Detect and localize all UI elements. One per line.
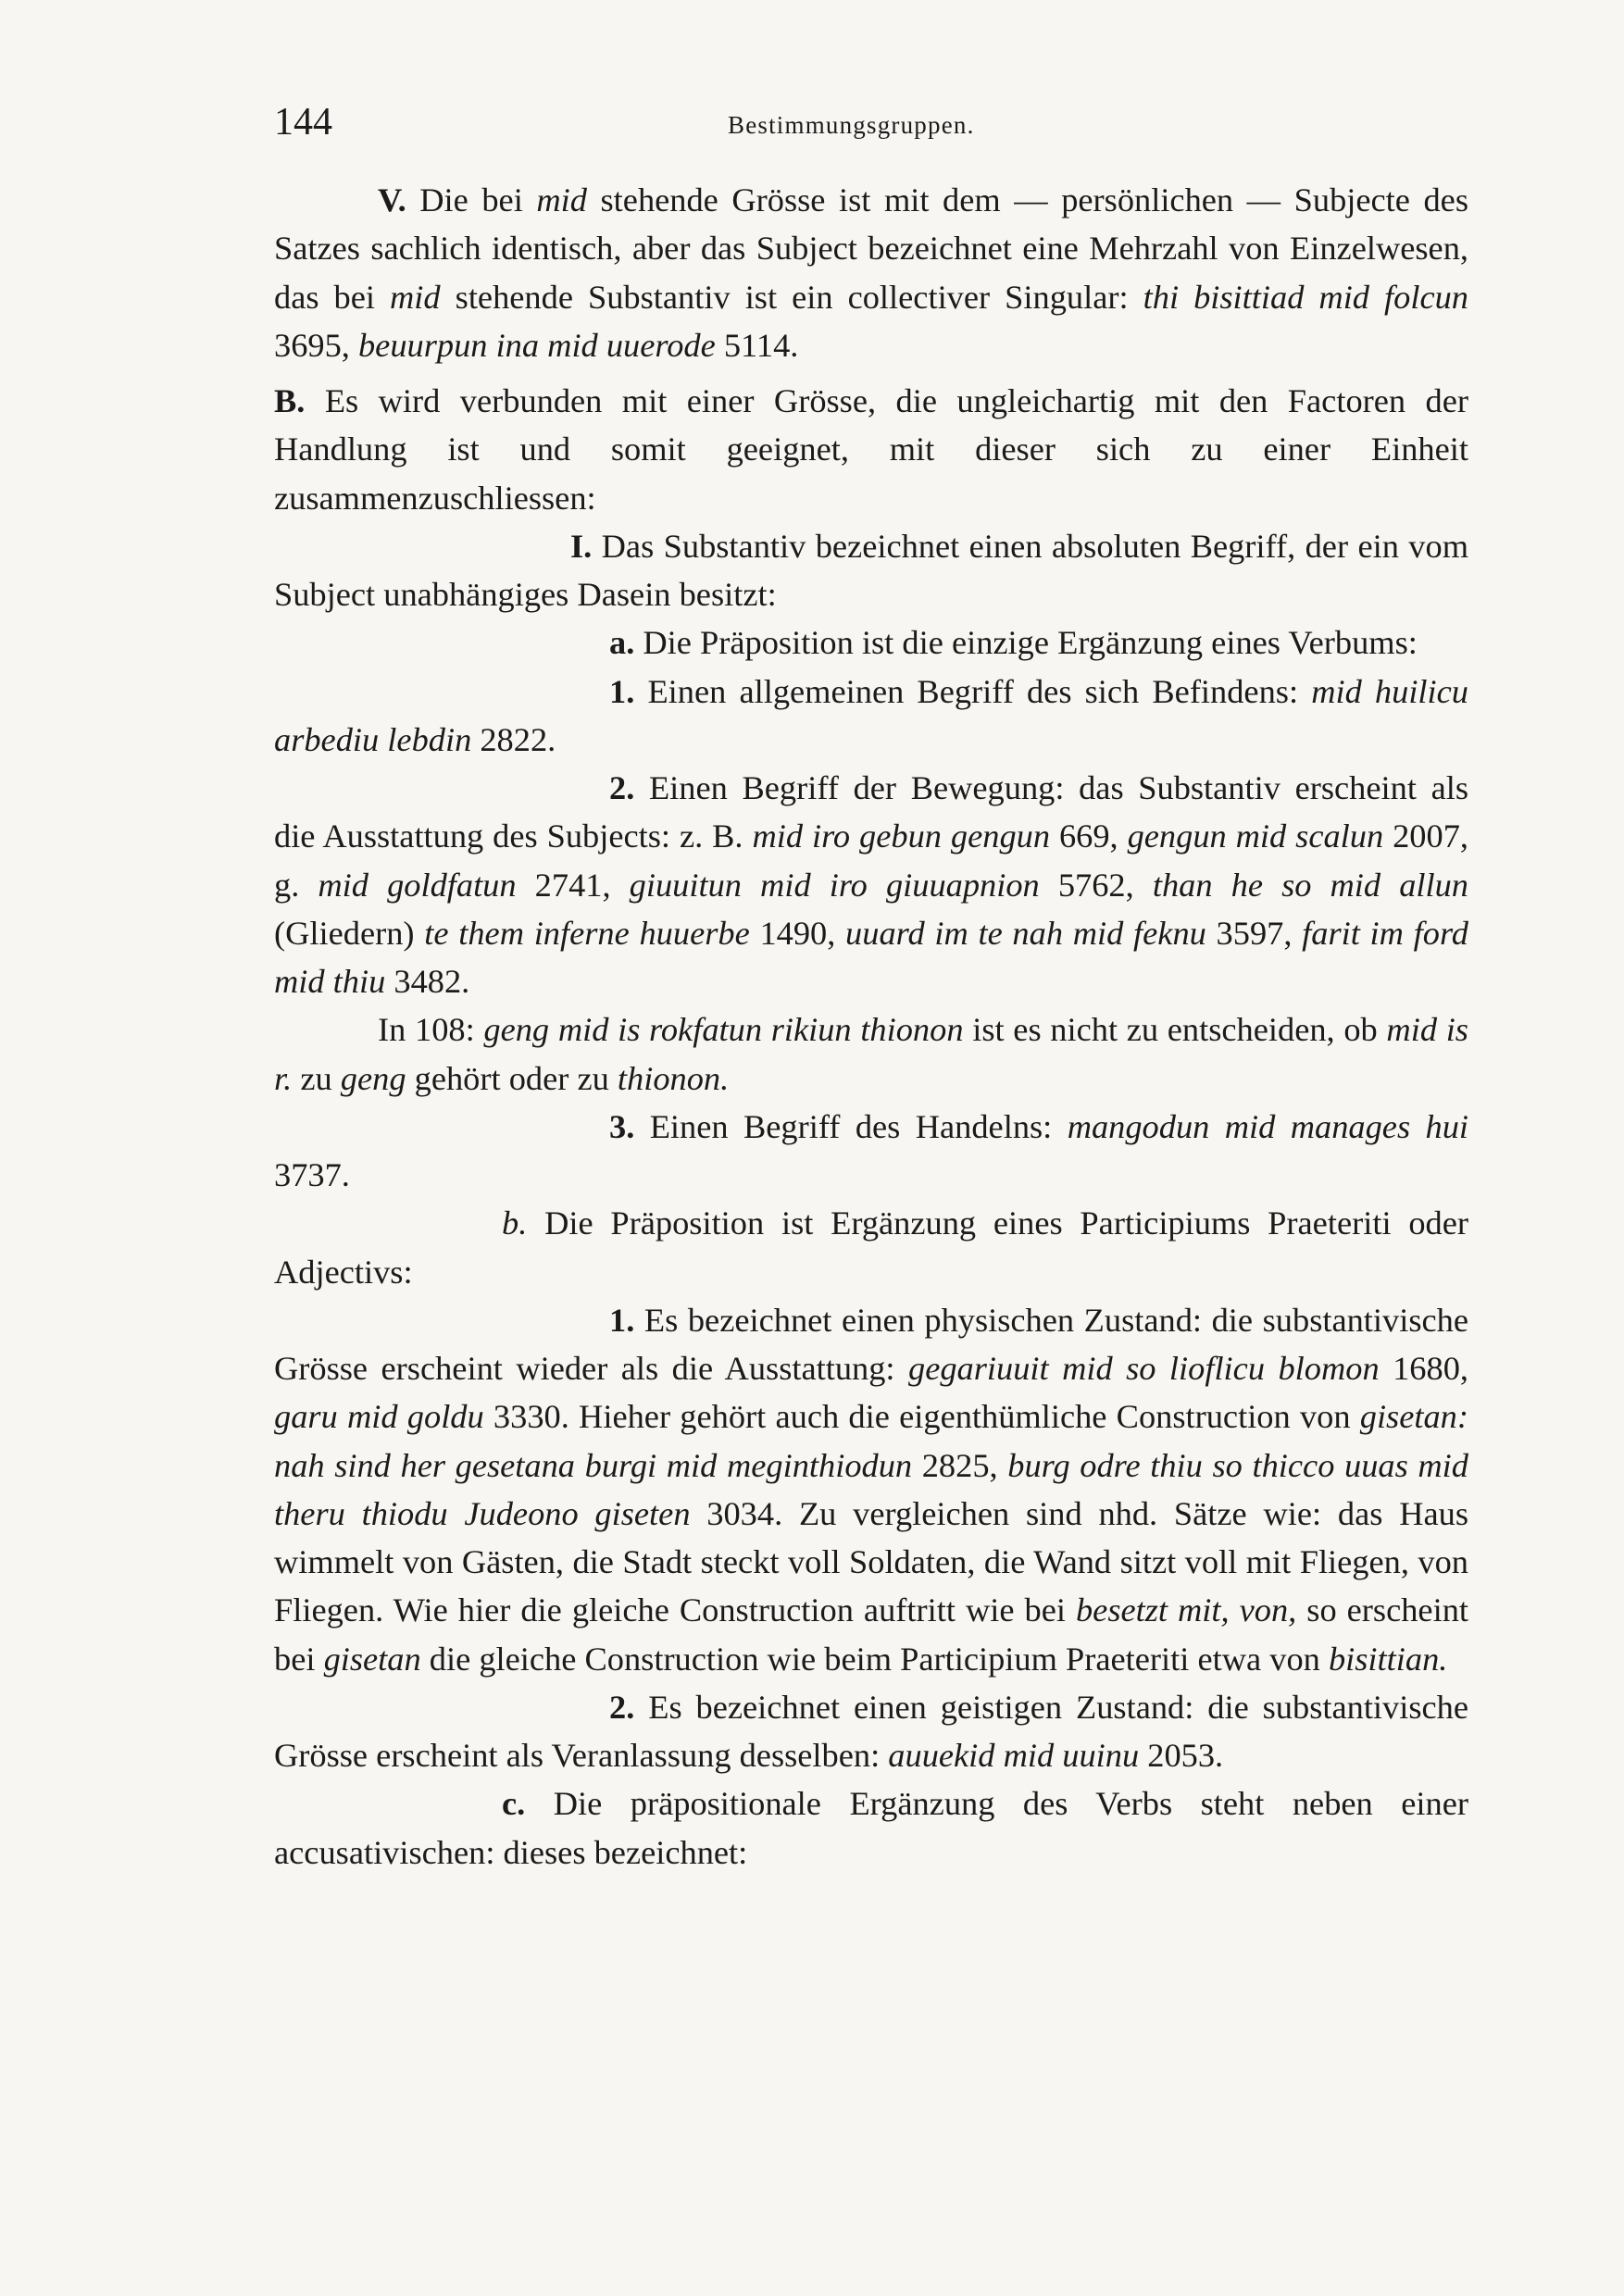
italic-citation: thi bisittiad mid folcun <box>1143 278 1468 316</box>
italic-citation: mid iro gebun gengun <box>752 817 1051 855</box>
text-run: 5762, <box>1039 866 1153 904</box>
italic-citation: burg odre thiu so thicco uuas mid theru thiodu Judeono giseten <box>274 1446 1468 1532</box>
italic-citation: gengun mid scalun <box>1127 817 1384 855</box>
paragraph-in108 <box>274 1005 1468 1103</box>
page-header <box>274 100 1468 156</box>
italic-citation: giuuitun mid iro giuuapnion <box>629 866 1040 904</box>
paragraph-b1 <box>274 1296 1468 1683</box>
text-run: 3330. Hieher gehört auch die eigenthümliche Construction von <box>483 1398 1360 1436</box>
text-run: Es wird verbunden mit einer Grösse, die ungleichartig mit den Factoren der Handlung ist und somit geeignet, mit dieser sich zu einer Einheit zusammenzuschliessen: <box>274 382 1469 517</box>
italic-citation: besetzt mit, von, <box>1075 1591 1297 1629</box>
italic-citation: mangodun mid manages hui <box>1067 1107 1469 1145</box>
page-body <box>274 176 1468 1877</box>
italic-citation: mid goldfatun <box>318 866 517 904</box>
italic-citation: beuurpun ina mid uuerode <box>357 326 716 364</box>
section-marker: 2. <box>609 769 649 806</box>
text-run: Die Präposition ist die einzige Ergänzung eines Verbums: <box>643 624 1418 662</box>
text-run: In 108: <box>378 1011 484 1049</box>
text-run: 3597, <box>1206 914 1303 952</box>
text-run: Die Präposition ist Ergänzung eines Participiums Praeteriti oder Adjectivs: <box>274 1204 1468 1291</box>
text-run: zu <box>292 1059 341 1097</box>
running-title: Bestimmungsgruppen. <box>728 111 975 139</box>
text-run: stehende Substantiv ist ein collectiver Singular: <box>440 278 1143 316</box>
paragraph-b2 <box>274 1683 1468 1780</box>
text-run: so erscheint bei <box>274 1591 1469 1678</box>
italic-citation: mid huilicu arbediu lebdin <box>274 672 1468 758</box>
paragraph-B <box>274 377 1468 522</box>
text-run: 2007, g. <box>274 817 1468 904</box>
italic-citation: mid <box>536 181 587 218</box>
paragraph-I <box>274 522 1468 619</box>
text-run: 669, <box>1050 817 1128 855</box>
text-run: Einen Begriff des Handelns: <box>649 1107 1068 1145</box>
text-run: Das Substantiv bezeichnet einen absoluten Begriff, der ein vom Subject unabhängiges Dasein besitzt: <box>274 527 1468 613</box>
text-run: 3482. <box>385 963 470 1000</box>
text-run: 2053. <box>1139 1737 1224 1774</box>
paragraph-v <box>274 176 1468 369</box>
text-run: ist es nicht zu entscheiden, ob <box>963 1011 1387 1049</box>
section-marker: B. <box>274 382 325 419</box>
section-marker: 3. <box>609 1107 650 1145</box>
text-run: 1680, <box>1379 1350 1468 1387</box>
text-run: 3695, <box>274 326 358 364</box>
section-marker: c. <box>502 1785 554 1823</box>
section-marker: 2. <box>609 1688 649 1726</box>
text-run: 5114. <box>715 326 799 364</box>
text-run: Es bezeichnet einen physischen Zustand: die substantivische Grösse erscheint wieder als die Ausstattung: <box>274 1301 1468 1387</box>
text-run: Einen Begriff der Bewegung: das Substantiv erscheint als die Ausstattung des Subjects: z. B. <box>274 769 1469 855</box>
paragraph-a3 <box>274 1103 1468 1200</box>
text-run: Die präpositionale Ergänzung des Verbs steht neben einer accusativischen: dieses bezeichnet: <box>274 1785 1468 1871</box>
text-run: (Gliedern) <box>274 914 425 952</box>
italic-citation: bisittian. <box>1328 1640 1448 1678</box>
italic-citation: garu mid goldu <box>274 1398 484 1436</box>
text-run: 2822. <box>471 720 556 758</box>
section-marker: I. <box>570 527 602 565</box>
paragraph-a2 <box>274 764 1468 1005</box>
italic-citation: thionon. <box>617 1059 730 1097</box>
section-marker: V. <box>378 181 420 218</box>
italic-citation: farit im ford mid thiu <box>274 914 1468 1000</box>
italic-citation: te them inferne huuerbe <box>424 914 750 952</box>
italic-citation: gisetan <box>323 1640 421 1678</box>
italic-citation: b. <box>502 1204 545 1242</box>
text-run: 3737. <box>274 1156 350 1193</box>
section-marker: a. <box>609 624 643 662</box>
text-run: 2825, <box>912 1446 1008 1484</box>
text-run: Die bei <box>419 181 537 218</box>
text-run: Einen allgemeinen Begriff des sich Befindens: <box>647 672 1312 710</box>
text-run: die gleiche Construction wie beim Participium Praeteriti etwa von <box>420 1640 1329 1678</box>
italic-citation: geng <box>340 1059 406 1097</box>
italic-citation: gegariuuit mid so lioflicu blomon <box>908 1350 1380 1387</box>
section-marker: 1. <box>609 672 648 710</box>
text-run: 2741, <box>516 866 630 904</box>
section-marker: 1. <box>609 1301 644 1339</box>
text-run: Es bezeichnet einen geistigen Zustand: die substantivische Grösse erscheint als Veranlassung desselben: <box>274 1688 1469 1774</box>
page-number: 144 <box>274 101 332 144</box>
italic-citation: than he so mid allun <box>1152 866 1469 904</box>
text-run: 3034. Zu vergleichen sind nhd. Sätze wie: das Haus wimmelt von Gästen, die Stadt steckt voll Soldaten, die Wand sitzt voll mit Fliegen, von Fliegen. Wie hier die gleiche Construction auftritt wie bei <box>274 1494 1468 1629</box>
text-run: stehende Grösse ist mit dem — persönlichen — Subjecte des Satzes sachlich identisch, aber das Subject bezeichnet eine Mehrzahl von Einzelwesen, das bei <box>274 181 1469 316</box>
italic-citation: mid <box>390 278 441 316</box>
italic-citation: gisetan: nah sind her gesetana burgi mid meginthiodun <box>274 1398 1468 1484</box>
paragraph-a1 <box>274 668 1468 765</box>
paragraph-b <box>274 1199 1468 1296</box>
italic-citation: auuekid mid uuinu <box>888 1737 1140 1774</box>
italic-citation: mid is r. <box>274 1011 1468 1097</box>
paragraph-a <box>274 618 1468 667</box>
italic-citation: geng mid is rokfatun rikiun thionon <box>483 1011 964 1049</box>
text-run: 1490, <box>749 914 846 952</box>
paragraph-c <box>274 1779 1468 1877</box>
text-run: gehört oder zu <box>406 1059 618 1097</box>
italic-citation: uuard im te nah mid feknu <box>845 914 1206 952</box>
